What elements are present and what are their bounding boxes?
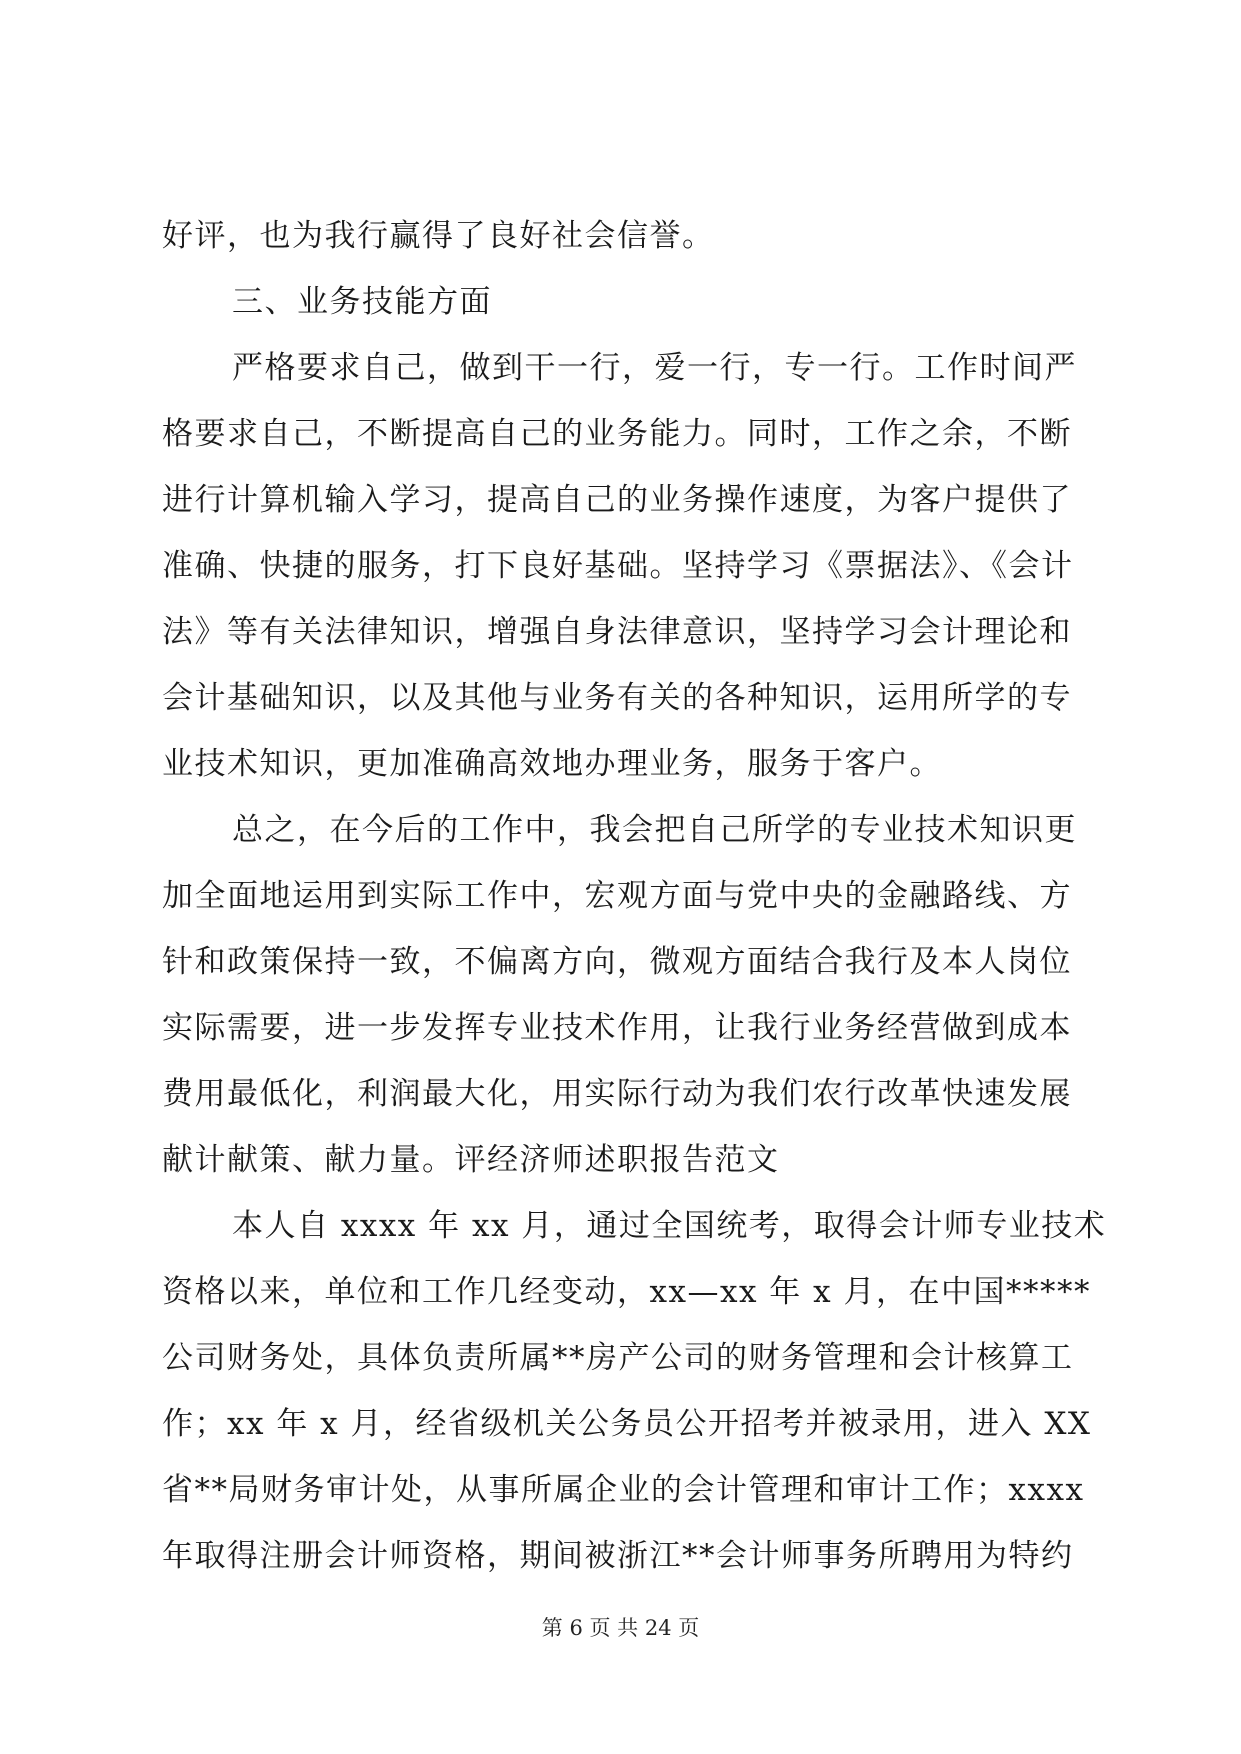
body-text-line: 好评，也为我行赢得了良好社会信誉。 [162,218,715,254]
body-text-line: 本人自 xxxx 年 xx 月，通过全国统考，取得会计师专业技术 [232,1208,1107,1244]
page-number-footer: 第 6 页 共 24 页 [541,1616,700,1640]
body-text-line: 针和政策保持一致，不偏离方向，微观方面结合我行及本人岗位 [162,944,1072,980]
body-text-line: 会计基础知识，以及其他与业务有关的各种知识，运用所学的专 [162,680,1072,716]
body-text-line: 准确、快捷的服务，打下良好基础。坚持学习《票据法》、《会计 [162,548,1074,584]
body-text-line: 年取得注册会计师资格，期间被浙江**会计师事务所聘用为特约 [162,1538,1074,1574]
body-text-line: 实际需要，进一步发挥专业技术作用，让我行业务经营做到成本 [162,1010,1072,1046]
body-text-line: 法》等有关法律知识，增强自身法律意识，坚持学习会计理论和 [162,614,1072,650]
body-text-line: 作；xx 年 x 月，经省级机关公务员公开招考并被录用，进入 XX [162,1406,1092,1442]
body-text-line: 献计献策、献力量。评经济师述职报告范文 [162,1142,780,1178]
body-text-line: 总之，在今后的工作中，我会把自己所学的专业技术知识更 [232,812,1077,848]
body-text-line: 费用最低化，利润最大化，用实际行动为我们农行改革快速发展 [162,1076,1072,1112]
body-text-line: 省**局财务审计处，从事所属企业的会计管理和审计工作；xxxx [162,1472,1085,1508]
body-text-line: 公司财务处，具体负责所属**房产公司的财务管理和会计核算工 [162,1340,1074,1376]
body-text-line: 格要求自己，不断提高自己的业务能力。同时，工作之余，不断 [162,416,1072,452]
body-text-line: 业技术知识，更加准确高效地办理业务，服务于客户。 [162,746,942,782]
body-text-line: 进行计算机输入学习，提高自己的业务操作速度，为客户提供了 [162,482,1072,518]
section-heading: 三、业务技能方面 [232,284,492,320]
body-text-line: 严格要求自己，做到干一行，爱一行，专一行。工作时间严 [232,350,1077,386]
body-text-line: 资格以来，单位和工作几经变动，xx—xx 年 x 月，在中国***** [162,1274,1091,1310]
body-text-line: 加全面地运用到实际工作中，宏观方面与党中央的金融路线、方 [162,878,1072,914]
